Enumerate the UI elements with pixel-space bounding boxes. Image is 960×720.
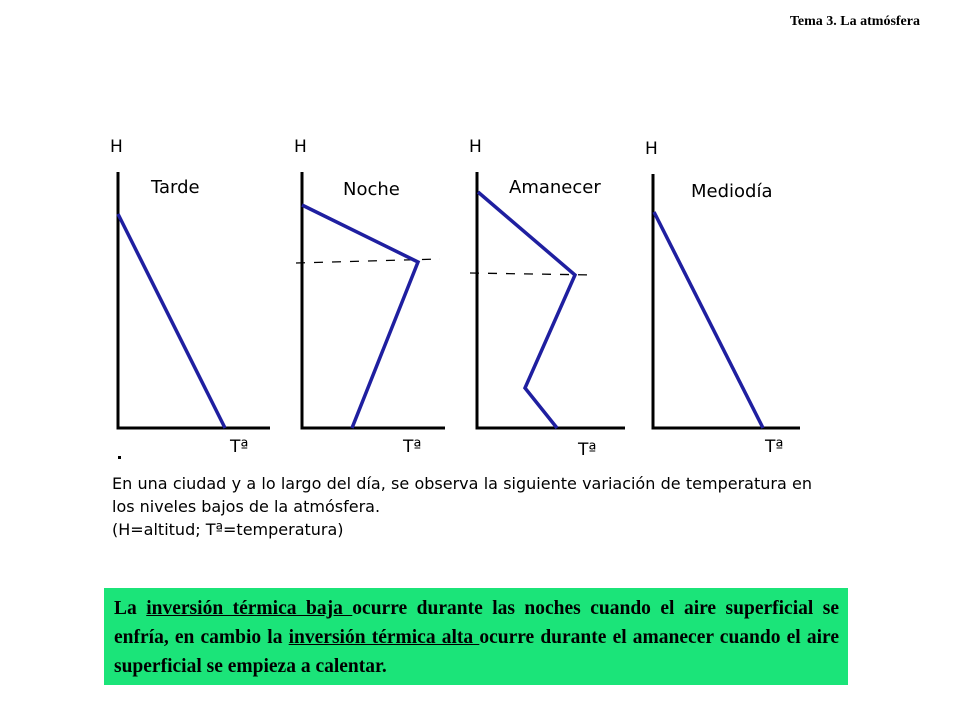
temperature-profile-tarde — [118, 214, 225, 428]
axis-y-label: H — [645, 139, 658, 159]
axes-mediodia — [653, 174, 800, 428]
axis-x-label: Tª — [230, 437, 249, 457]
panel-amanecer — [469, 137, 625, 460]
axis-y-label: H — [294, 137, 307, 157]
explanation-box — [104, 588, 848, 685]
note-part-2: ocurre durante las noches cuando el aire superficial se enfría, en cambio la — [114, 598, 839, 648]
temperature-profile-noche — [302, 205, 418, 428]
axes-noche — [302, 172, 445, 428]
panel-noche — [294, 137, 445, 457]
axis-x-label: Tª — [578, 440, 597, 460]
panel-title-mediodia: Mediodía — [691, 181, 773, 202]
panel-mediodia — [645, 139, 800, 457]
axis-y-label: H — [469, 137, 482, 157]
axis-x-label: Tª — [403, 437, 422, 457]
page-header-title: Tema 3. La atmósfera — [789, 14, 920, 29]
diagram-caption — [112, 472, 812, 541]
temperature-profile-amanecer — [478, 192, 575, 428]
caption-legend: (H=altitud; Tª=temperatura) — [112, 520, 344, 539]
panel-title-tarde: Tarde — [151, 177, 200, 198]
note-part-1: La — [114, 598, 147, 619]
panel-title-noche: Noche — [343, 179, 400, 200]
axes-tarde — [118, 172, 270, 428]
axis-y-label: H — [110, 137, 123, 157]
temperature-profile-mediodia — [654, 212, 763, 428]
panel-title-amanecer: Amanecer — [509, 177, 601, 198]
axis-x-label: Tª — [765, 437, 784, 457]
stray-dot — [118, 456, 121, 459]
caption-text: En una ciudad y a lo largo del día, se observa la siguiente variación de temperatura en los niveles bajos de la atmósfera. — [112, 474, 812, 516]
panel-tarde — [110, 137, 270, 457]
note-part-3: ocurre durante el amanecer cuando el aire superficial se empieza a calentar. — [114, 627, 839, 677]
term-high-inversion: inversión térmica alta — [288, 627, 480, 648]
term-low-inversion: inversión térmica baja — [146, 598, 353, 619]
